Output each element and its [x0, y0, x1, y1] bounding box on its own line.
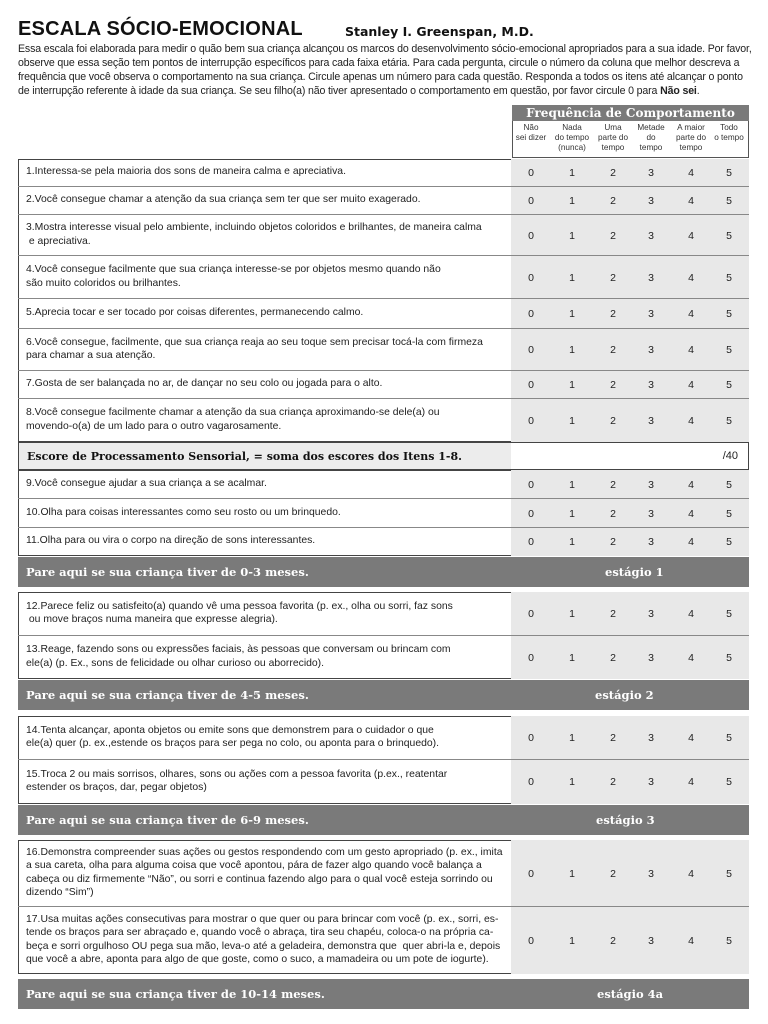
question-line: 9.Você consegue ajudar a sua criança a se acalmar. [26, 477, 267, 489]
answer-option-5[interactable]: 5 [726, 776, 732, 788]
answer-option-4[interactable]: 4 [688, 651, 694, 664]
answer-option-1[interactable]: 1 [569, 195, 575, 207]
answer-option-2[interactable]: 2 [610, 271, 616, 284]
answer-option-0[interactable]: 0 [528, 608, 534, 620]
question-text [26, 406, 440, 433]
answer-area [511, 187, 749, 215]
question-text [26, 306, 363, 320]
stop-text: Pare aqui se sua criança tiver de 10-14 meses. [26, 987, 325, 1001]
question-line: movendo-o(a) de um lado para o outro vagarosamente. [26, 420, 282, 432]
answer-option-5[interactable]: 5 [726, 271, 732, 284]
question-text [26, 377, 382, 391]
answer-option-4[interactable]: 4 [688, 229, 694, 242]
question-text [26, 193, 421, 207]
stage-label: estágio 3 [596, 813, 655, 827]
question-text [26, 768, 447, 795]
answer-option-1[interactable]: 1 [569, 478, 575, 491]
answer-option-4[interactable]: 4 [688, 478, 694, 491]
answer-option-1[interactable]: 1 [569, 507, 575, 520]
question-line: estender os braços, dar, pegar objetos) [26, 782, 207, 793]
answer-option-4[interactable]: 4 [688, 732, 694, 744]
question-text [26, 477, 267, 491]
instructions-end: . [696, 85, 700, 97]
answer-option-4[interactable]: 4 [688, 507, 694, 520]
answer-option-2[interactable]: 2 [610, 344, 616, 356]
question-line: 13.Reage, fazendo sons ou expressões faciais, às pessoas que conversam ou brincam com [26, 644, 451, 655]
question-line: beça e sorri orgulhoso OU pega sua mão, leva-o até a geladeira, demonstra que quer abri-la e, depois [26, 940, 501, 952]
answer-option-5[interactable]: 5 [726, 732, 732, 744]
answer-area [511, 716, 749, 760]
question-row [18, 592, 749, 636]
answer-area [511, 256, 749, 299]
answer-area [511, 636, 749, 679]
question-line: 14.Tenta alcançar, aponta objetos ou emite sons que demonstrem para o cuidador o que [26, 724, 434, 736]
stop-banner [18, 680, 749, 710]
answer-option-2[interactable]: 2 [610, 536, 616, 548]
question-row [18, 215, 749, 256]
answer-option-4[interactable]: 4 [688, 867, 694, 880]
question-row [18, 299, 749, 329]
column-header-line: Metade [637, 123, 665, 132]
column-header-line: sei dizer [515, 133, 547, 142]
question-line: e apreciativa. [26, 235, 91, 247]
question-line: 15.Troca 2 ou mais sorrisos, olhares, sons ou ações com a pessoa favorita (p.ex., reatentar [26, 768, 448, 780]
answer-option-5[interactable]: 5 [726, 608, 732, 620]
answer-option-4[interactable]: 4 [688, 195, 694, 207]
answer-option-2[interactable]: 2 [610, 308, 616, 320]
answer-option-1[interactable]: 1 [569, 344, 575, 356]
answer-option-4[interactable]: 4 [688, 776, 694, 788]
instructions-main: Essa escala foi elaborada para medir o quão bem sua criança alcançou os marcos do desenvolvimento sócio-emocional apropriados para a sua idade. Por favor, observe que essa seção tem pontos de interrupção específicos para cada faixa etária. Para cada pergunta, circule o número da coluna que melhor descreva a frequência que você observa o comportamento na sua criança. Circule apenas um número para cada questão. Responda a todos os itens até alcançar o ponto de interrupção referente à idade da sua criança. Se seu filho(a) não tiver apresentado o comportamento em questão, por favor circule 0 para [18, 43, 752, 97]
question-line: a sua careta, olha para alguma coisa que você apontou, pára de fazer algo quando você balança a [26, 860, 482, 871]
answer-area [511, 470, 749, 499]
question-row [18, 760, 749, 804]
stop-text: Pare aqui se sua criança tiver de 4-5 meses. [26, 688, 309, 702]
answer-option-5[interactable]: 5 [726, 167, 732, 179]
column-header-line: (nunca) [558, 143, 586, 152]
answer-option-5[interactable]: 5 [726, 414, 732, 427]
answer-option-5[interactable]: 5 [726, 379, 732, 391]
question-line: são muito coloridos ou brilhantes. [26, 277, 181, 289]
question-text [26, 724, 439, 751]
question-line: 10.Olha para coisas interessantes como seu rosto ou um brinquedo. [26, 506, 341, 518]
answer-option-4[interactable]: 4 [688, 344, 694, 356]
answer-option-1[interactable]: 1 [569, 776, 575, 788]
column-header-0 [509, 123, 553, 143]
answer-option-0[interactable]: 0 [528, 344, 534, 356]
question-text [26, 165, 346, 179]
column-header-line: tempo [639, 143, 663, 152]
answer-option-3[interactable]: 3 [648, 308, 654, 320]
answer-option-3[interactable]: 3 [648, 379, 654, 391]
answer-option-1[interactable]: 1 [569, 536, 575, 548]
question-line: que você a abre, aponta para algo de que goste, como o suco, a mamadeira ou um pote de iogurte). [26, 954, 489, 965]
column-header-2 [594, 123, 632, 153]
question-line: dizendo “Sim”) [26, 887, 94, 898]
question-row [18, 187, 749, 215]
question-row [18, 256, 749, 299]
answer-option-5[interactable]: 5 [726, 507, 732, 520]
answer-option-3[interactable]: 3 [648, 934, 654, 947]
column-header-5 [711, 123, 747, 143]
column-header-line: tempo [601, 143, 625, 152]
answer-option-3[interactable]: 3 [648, 167, 654, 179]
question-text [26, 263, 441, 290]
question-row [18, 636, 749, 679]
answer-option-1[interactable]: 1 [569, 271, 575, 284]
score-label: Escore de Processamento Sensorial, = soma dos escores dos Itens 1-8. [27, 450, 462, 463]
answer-option-1[interactable]: 1 [569, 414, 575, 427]
answer-option-0[interactable]: 0 [528, 414, 534, 427]
question-text [26, 506, 341, 520]
answer-option-4[interactable]: 4 [688, 934, 694, 947]
question-line: 17.Usa muitas ações consecutivas para mostrar o que quer ou para brincar com você (p. ex., sorri, es- [26, 913, 499, 925]
answer-area [511, 528, 749, 556]
question-row [18, 470, 749, 499]
question-line: 11.Olha para ou vira o corpo na direção de sons interessantes. [26, 535, 316, 547]
answer-option-2[interactable]: 2 [610, 651, 616, 664]
answer-option-0[interactable]: 0 [528, 271, 534, 284]
question-line: tende os braços para ser abraçado e, quando você o abraça, tira seu chapéu, coloca-o na própria ca- [26, 927, 494, 938]
page-title: ESCALA SÓCIO-EMOCIONAL [18, 18, 303, 40]
answer-option-3[interactable]: 3 [648, 271, 654, 284]
answer-option-0[interactable]: 0 [528, 934, 534, 947]
answer-option-2[interactable]: 2 [610, 934, 616, 947]
question-text [26, 600, 453, 627]
answer-option-0[interactable]: 0 [528, 308, 534, 320]
answer-option-3[interactable]: 3 [648, 478, 654, 491]
answer-option-1[interactable]: 1 [569, 867, 575, 880]
instructions-bold: Não sei [660, 85, 697, 97]
answer-area [511, 299, 749, 329]
question-text [26, 913, 500, 967]
question-row [18, 907, 749, 974]
answer-area [511, 907, 749, 974]
question-line: 16.Demonstra compreender suas ações ou gestos respondendo com um gesto apropriado (p. ex., imita [26, 846, 503, 858]
answer-option-3[interactable]: 3 [648, 608, 654, 620]
answer-area [511, 329, 749, 371]
answer-option-4[interactable]: 4 [688, 308, 694, 320]
answer-option-4[interactable]: 4 [688, 608, 694, 620]
answer-option-2[interactable]: 2 [610, 776, 616, 788]
question-line: ou move braços numa maneira que expresse alegria). [26, 614, 278, 625]
answer-option-0[interactable]: 0 [528, 229, 534, 242]
question-line: 7.Gosta de ser balançada no ar, de dançar no seu colo ou jogada para o alto. [26, 378, 383, 390]
answer-option-3[interactable]: 3 [648, 195, 654, 207]
score-total[interactable]: /40 [722, 450, 738, 462]
answer-option-0[interactable]: 0 [528, 478, 534, 491]
column-header-line: Uma [604, 123, 622, 132]
answer-option-2[interactable]: 2 [610, 379, 616, 391]
question-line: 6.Você consegue, facilmente, que sua criança reaja ao seu toque sem precisar tocá-la com firmeza [26, 336, 483, 348]
answer-option-1[interactable]: 1 [569, 608, 575, 620]
answer-option-0[interactable]: 0 [528, 732, 534, 744]
question-row [18, 399, 749, 442]
answer-option-3[interactable]: 3 [648, 867, 654, 880]
question-row [18, 716, 749, 760]
column-header-line: Nada [562, 123, 582, 132]
answer-option-0[interactable]: 0 [528, 507, 534, 520]
answer-option-5[interactable]: 5 [726, 934, 732, 947]
sensory-score-row [18, 442, 749, 470]
answer-option-3[interactable]: 3 [648, 229, 654, 242]
answer-option-3[interactable]: 3 [648, 536, 654, 548]
column-header-line: o tempo [714, 133, 744, 142]
question-text [26, 534, 315, 548]
answer-option-4[interactable]: 4 [688, 167, 694, 179]
answer-option-2[interactable]: 2 [610, 608, 616, 620]
answer-option-0[interactable]: 0 [528, 776, 534, 788]
question-text [26, 643, 451, 670]
answer-option-1[interactable]: 1 [569, 732, 575, 744]
answer-area [511, 760, 749, 804]
answer-area [511, 215, 749, 256]
column-header-line: parte do [597, 133, 629, 142]
question-line: 4.Você consegue facilmente que sua criança interesse-se por objetos mesmo quando não [26, 264, 441, 275]
answer-option-0[interactable]: 0 [528, 167, 534, 179]
author-name: Stanley I. Greenspan, M.D. [345, 24, 534, 39]
answer-option-3[interactable]: 3 [648, 732, 654, 744]
stop-text: Pare aqui se sua criança tiver de 0-3 meses. [26, 565, 309, 579]
stage-label: estágio 1 [605, 565, 664, 579]
question-line: 2.Você consegue chamar a atenção da sua criança sem ter que ser muito exagerado. [26, 194, 421, 206]
answer-option-2[interactable]: 2 [610, 867, 616, 880]
answer-option-1[interactable]: 1 [569, 934, 575, 947]
question-text [26, 846, 503, 900]
answer-option-3[interactable]: 3 [648, 414, 654, 427]
column-header-line: Todo [720, 123, 738, 132]
answer-option-1[interactable]: 1 [569, 651, 575, 664]
answer-option-0[interactable]: 0 [528, 867, 534, 880]
answer-option-3[interactable]: 3 [648, 507, 654, 520]
column-header-line: parte do [675, 133, 707, 142]
answer-area [511, 399, 749, 442]
question-row [18, 840, 749, 907]
question-line: 12.Parece feliz ou satisfeito(a) quando vê uma pessoa favorita (p. ex., olha ou sorri, faz sons [26, 600, 453, 612]
answer-option-2[interactable]: 2 [610, 414, 616, 427]
stage-label: estágio 4a [597, 987, 664, 1001]
column-header-1 [552, 123, 592, 153]
column-header-4 [671, 123, 711, 153]
question-row [18, 499, 749, 528]
answer-option-1[interactable]: 1 [569, 308, 575, 320]
question-row [18, 528, 749, 556]
answer-area [511, 592, 749, 636]
answer-option-0[interactable]: 0 [528, 651, 534, 664]
frequency-header: Frequência de Comportamento [512, 105, 749, 121]
answer-option-0[interactable]: 0 [528, 379, 534, 391]
answer-option-2[interactable]: 2 [610, 229, 616, 242]
answer-option-3[interactable]: 3 [648, 776, 654, 788]
answer-option-5[interactable]: 5 [726, 867, 732, 880]
question-line: cabeça ou diz firmemente “Não”, ou sorri e continua fazendo algo para o qual você esteja sorrindo ou [26, 873, 493, 885]
stop-text: Pare aqui se sua criança tiver de 6-9 meses. [26, 813, 309, 827]
answer-option-1[interactable]: 1 [569, 229, 575, 242]
question-line: ele(a) (p. Ex., sons de felicidade ou olhar curioso ou aborrecido). [26, 657, 325, 669]
stop-banner [18, 557, 749, 587]
answer-option-2[interactable]: 2 [610, 167, 616, 179]
answer-option-5[interactable]: 5 [726, 344, 732, 356]
answer-option-5[interactable]: 5 [726, 536, 732, 548]
answer-area [511, 159, 749, 187]
question-line: 3.Mostra interesse visual pelo ambiente, incluindo objetos coloridos e brilhantes, de maneira calma [26, 222, 482, 233]
answer-area [511, 371, 749, 399]
stage-label: estágio 2 [595, 688, 654, 702]
question-line: 1.Interessa-se pela maioria dos sons de maneira calma e apreciativa. [26, 166, 346, 178]
stop-banner [18, 979, 749, 1009]
answer-option-1[interactable]: 1 [569, 167, 575, 179]
question-text [26, 336, 483, 363]
answer-option-2[interactable]: 2 [610, 478, 616, 491]
column-header-line: do [646, 133, 656, 142]
answer-option-2[interactable]: 2 [610, 507, 616, 520]
answer-option-2[interactable]: 2 [610, 732, 616, 744]
answer-option-5[interactable]: 5 [726, 229, 732, 242]
answer-option-4[interactable]: 4 [688, 271, 694, 284]
column-header-line: A maior [677, 123, 705, 132]
answer-option-3[interactable]: 3 [648, 344, 654, 356]
answer-option-4[interactable]: 4 [688, 536, 694, 548]
answer-option-3[interactable]: 3 [648, 651, 654, 664]
question-line: para chamar a sua atenção. [26, 350, 156, 361]
answer-area [511, 840, 749, 907]
question-text [26, 221, 482, 248]
answer-option-0[interactable]: 0 [528, 195, 534, 207]
answer-option-4[interactable]: 4 [688, 414, 694, 427]
answer-option-4[interactable]: 4 [688, 379, 694, 391]
instructions-text [18, 42, 754, 98]
answer-option-5[interactable]: 5 [726, 651, 732, 664]
answer-option-1[interactable]: 1 [569, 379, 575, 391]
answer-area [511, 499, 749, 528]
question-line: 8.Você consegue facilmente chamar a atenção da sua criança aproximando-se dele(a) ou [26, 407, 440, 418]
answer-option-2[interactable]: 2 [610, 195, 616, 207]
question-row [18, 371, 749, 399]
column-header-line: do tempo [554, 133, 590, 142]
question-row [18, 159, 749, 187]
question-line: ele(a) quer (p. ex.,estende os braços para ser pega no colo, ou aponta para o brinquedo). [26, 738, 440, 749]
answer-option-5[interactable]: 5 [726, 308, 732, 320]
column-header-line: tempo [679, 143, 703, 152]
column-header-3 [633, 123, 669, 153]
question-row [18, 329, 749, 371]
question-line: 5.Aprecia tocar e ser tocado por coisas diferentes, permanecendo calmo. [26, 307, 364, 319]
stop-banner [18, 805, 749, 835]
answer-option-5[interactable]: 5 [726, 195, 732, 207]
answer-option-5[interactable]: 5 [726, 478, 732, 491]
answer-option-0[interactable]: 0 [528, 536, 534, 548]
column-header-line: Não [523, 123, 539, 132]
